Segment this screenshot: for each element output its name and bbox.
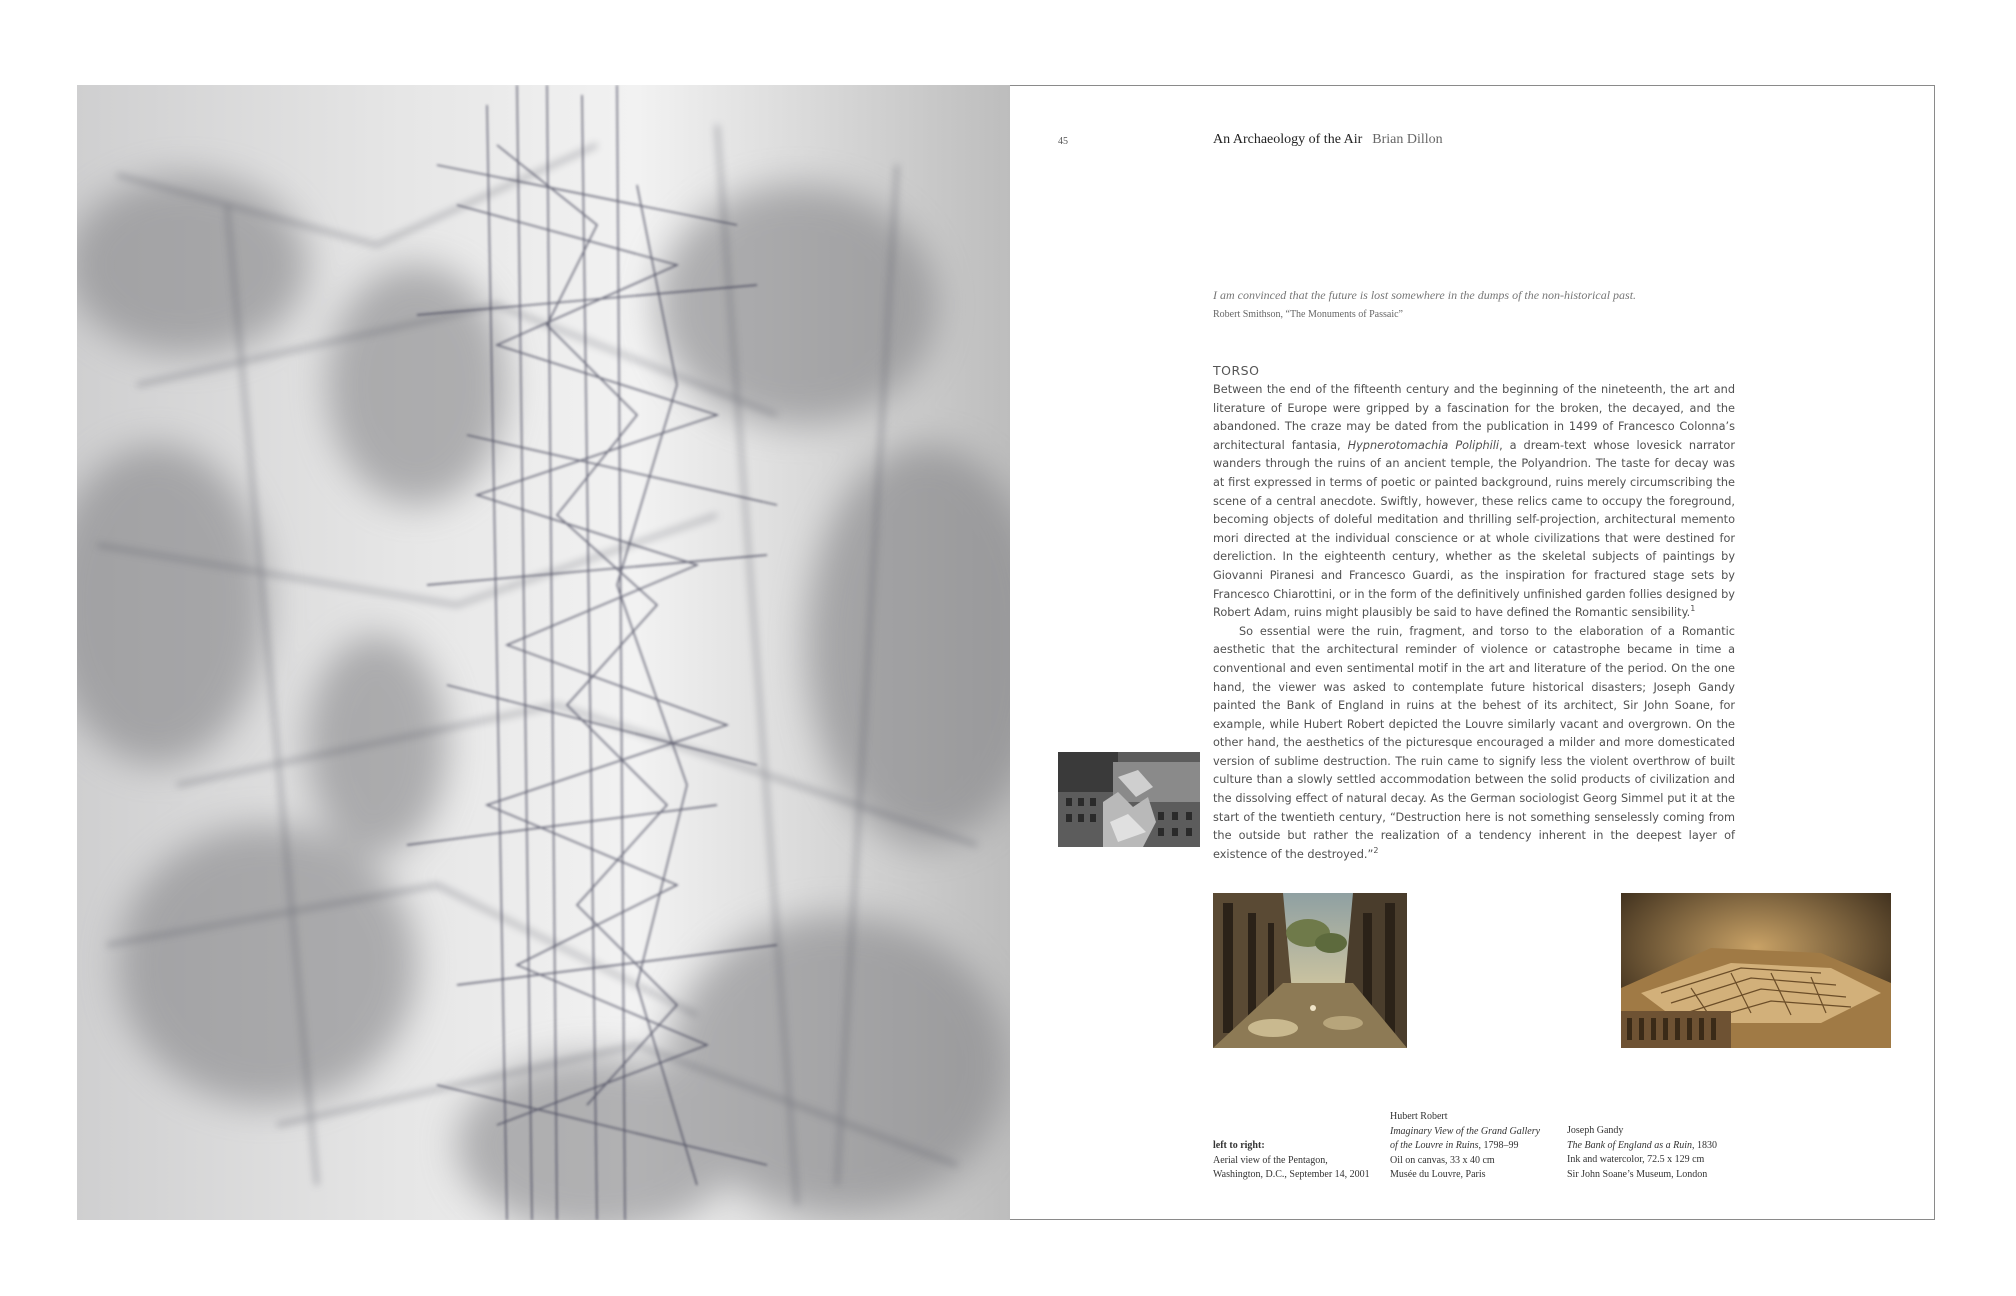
epigraph-quote: I am convinced that the future is lost somewhere in the dumps of the non-historical past.	[1213, 288, 1637, 302]
epigraph-source: Robert Smithson, “The Monuments of Passaic”	[1213, 309, 1403, 320]
caption-robert-location: Musée du Louvre, Paris	[1390, 1169, 1486, 1180]
caption-robert-title-2-line	[1390, 1139, 1565, 1154]
essay-author: Brian Dillon	[1372, 132, 1443, 147]
caption-robert-artist: Hubert Robert	[1390, 1111, 1448, 1122]
caption-pentagon-line-2: Washington, D.C., September 14, 2001	[1213, 1169, 1370, 1180]
caption-hubert-robert	[1390, 1110, 1565, 1183]
caption-gandy-location: Sir John Soane’s Museum, London	[1567, 1168, 1708, 1180]
footnote-ref-2: 2	[1373, 846, 1379, 856]
book-spread	[77, 85, 1936, 1220]
epigraph	[1213, 288, 1833, 320]
caption-intro: left to right:	[1213, 1140, 1265, 1151]
blurred-line-drawing-image	[77, 85, 1010, 1220]
paragraph-2-text: So essential were the ruin, fragment, and torso to the elaboration of a Romantic aesthetic that the architectural reminder of violence or catastrophe became in time a conventional and even sentimental motif in the art and literature of the period. On the one hand, the viewer was asked to contemplate future historical disasters; Joseph Gandy painted the Bank of England in ruins at the behest of its architect, Sir John Soane, for example, while Hubert Robert depicted the Louvre similarly vacant and overgrown. On the other hand, the aesthetics of the picturesque encouraged a milder and more domesticated version of sublime destruction. The ruin came to signify less the violent overthrow of built culture than a slowly settled accommodation between the solid products of civilization and the dissolving effect of natural decay. As the German sociologist Georg Simmel put it at the start of the twentieth century, “Destruction here is not something senselessly coming from the outside but rather the realization of a tendency inherent in the deepest layer of existence of the destroyed.”	[1213, 624, 1735, 861]
caption-joseph-gandy	[1567, 1124, 1747, 1182]
caption-robert-medium: Oil on canvas, 33 x 40 cm	[1390, 1154, 1495, 1166]
caption-gandy-medium: Ink and watercolor, 72.5 x 129 cm	[1567, 1154, 1705, 1165]
caption-pentagon-line-1: Aerial view of the Pentagon,	[1213, 1154, 1328, 1166]
book-title-italic: Hypnerotomachia Poliphili	[1347, 438, 1500, 452]
caption-gandy-title: The Bank of England as a Ruin	[1567, 1139, 1692, 1151]
caption-robert-title-1: Imaginary View of the Grand Gallery	[1390, 1125, 1541, 1137]
right-page	[1010, 85, 1935, 1220]
caption-pentagon	[1213, 1139, 1383, 1183]
hubert-robert-painting	[1213, 893, 1407, 1048]
left-page-photo	[77, 85, 1010, 1220]
footnote-ref-1: 1	[1690, 604, 1696, 614]
pentagon-photo	[1058, 752, 1200, 847]
body-text	[1213, 381, 1735, 864]
paragraph-1-text-a: Between the end of the fifteenth century and the beginning of the nineteenth, the art and literature of Europe were gripped by a fascination for the broken, the decayed, and the abandoned. The craze may be dated from the publication in 1499 of Francesco Colonna’s architectural fantasia,	[1213, 383, 1735, 452]
caption-robert-date: , 1798–99	[1478, 1140, 1519, 1151]
page-number: 45	[1058, 136, 1068, 147]
caption-gandy-artist: Joseph Gandy	[1567, 1125, 1624, 1136]
paragraph-1	[1213, 381, 1735, 623]
paragraph-2	[1213, 623, 1735, 865]
paragraph-1-text-b: , a dream-text whose lovesick narrator wanders through the ruins of an ancient temple, the Polyandrion. The taste for decay was at first expressed in terms of poetic or painted background, ruins merely circumscribing the scene of a central anecdote. Swiftly, however, these relics came to occupy the foreground, becoming objects of doleful meditation and thrilling self-projection, architectural memento mori directed at the individual conscience or at whole civilizations that were destined for dereliction. In the eighteenth century, whether as the skeletal subjects of paintings by Giovanni Piranesi and Francesco Guardi, as the inspiration for fractured stage sets by Francesco Chiarottini, or in the form of the definitively unfinished garden follies designed by Robert Adam, ruins might plausibly be said to have defined the Romantic sensibility.	[1213, 438, 1735, 620]
caption-robert-title-2: of the Louvre in Ruins	[1390, 1140, 1479, 1151]
caption-gandy-date: , 1830	[1692, 1139, 1717, 1151]
running-head	[1213, 132, 1443, 148]
essay-title: An Archaeology of the Air	[1213, 132, 1363, 147]
joseph-gandy-painting	[1621, 893, 1891, 1048]
section-heading: TORSO	[1213, 363, 1260, 378]
caption-gandy-title-line	[1567, 1139, 1747, 1154]
